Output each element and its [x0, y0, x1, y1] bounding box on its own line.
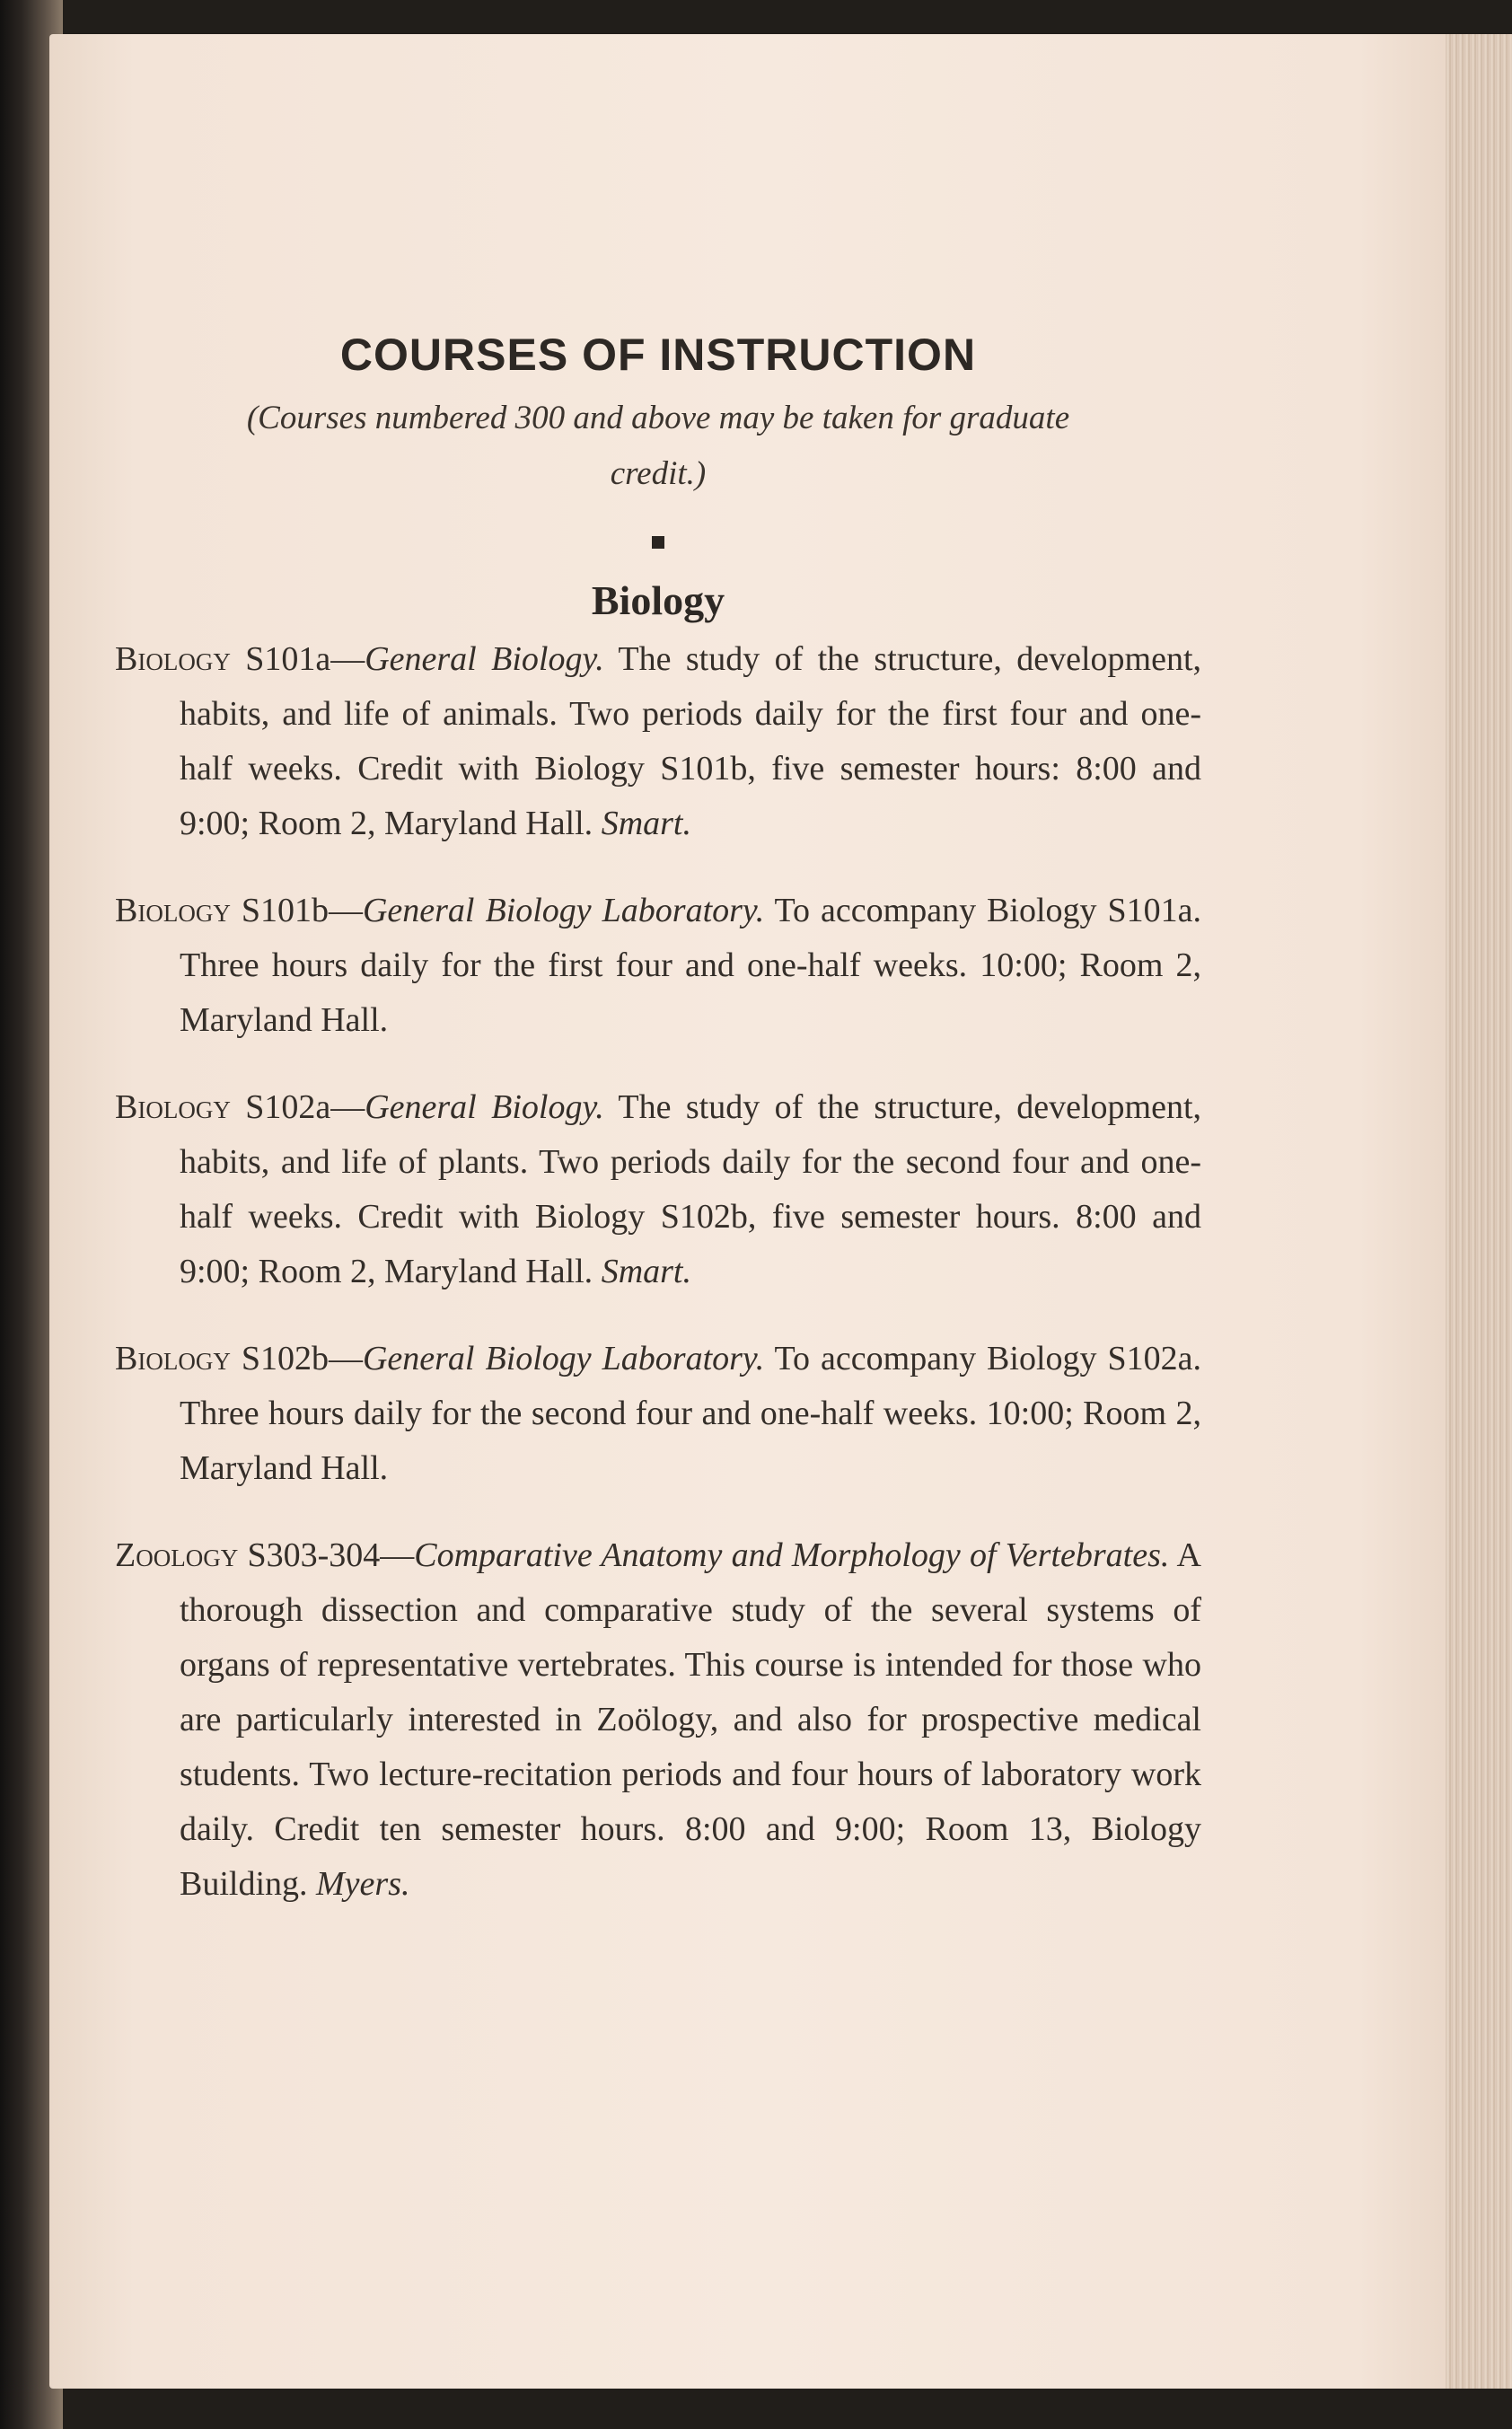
course-description: To accompany Biology S101a. Three hours daily for the first four and one-half weeks. 10:00; Room 2, Maryland Hall.	[180, 892, 1202, 1040]
course-title: General Biology Laboratory.	[362, 1340, 765, 1378]
course-title: Comparative Anatomy and Morphology of Vertebrates.	[414, 1536, 1170, 1575]
graduate-credit-note: (Courses numbered 300 and above may be taken for graduate credit.)	[246, 400, 1070, 492]
course-number: S102b—	[241, 1340, 363, 1378]
course-entry	[115, 884, 1201, 1048]
course-title: General Biology Laboratory.	[362, 892, 765, 930]
course-instructor: Smart.	[601, 805, 691, 843]
course-description: To accompany Biology S102a. Three hours daily for the second four and one-half weeks. 10:00; Room 2, Maryland Hall.	[180, 1340, 1202, 1488]
course-title: General Biology.	[365, 640, 604, 679]
course-number: S102a—	[245, 1088, 365, 1127]
course-entry	[115, 632, 1201, 851]
course-entry	[115, 1080, 1201, 1299]
course-description: The study of the structure, development, habits, and life of plants. Two periods daily for the second four and one-half weeks. Credit with Biology S102b, five semester hours. 8:00 and 9:00; Room 2, Maryland Hall.	[180, 1088, 1202, 1291]
course-department: Biology	[115, 1088, 231, 1127]
course-description: The study of the structure, development, habits, and life of animals. Two periods daily for the first four and one-half weeks. Credit with Biology S101b, five semester hours: 8:00 and 9:00; Room 2, Maryland Hall.	[180, 640, 1202, 843]
page-heading: COURSES OF INSTRUCTION	[339, 330, 977, 380]
course-instructor: Myers.	[316, 1865, 410, 1904]
course-number: S101a—	[245, 640, 365, 679]
course-entry	[115, 1528, 1201, 1912]
course-number: S303-304—	[247, 1536, 415, 1575]
course-department: Biology	[115, 892, 231, 930]
section-ornament	[652, 536, 664, 549]
page-content	[115, 328, 1201, 1912]
course-department: Zoology	[115, 1536, 239, 1575]
course-instructor: Smart.	[601, 1253, 691, 1291]
page-fore-edge	[1446, 34, 1512, 2389]
course-number: S101b—	[241, 892, 363, 930]
course-department: Biology	[115, 640, 231, 679]
course-title: General Biology.	[365, 1088, 604, 1127]
section-title: Biology	[591, 577, 725, 623]
course-department: Biology	[115, 1340, 231, 1378]
course-entry	[115, 1332, 1201, 1496]
course-description: A thorough dissection and comparative study of the several systems of organs of representative vertebrates. This course is intended for those who are particularly interested in Zoölogy, and also for prospective medical students. Two lecture-recitation periods and four hours of laboratory work daily. Credit ten semester hours. 8:00 and 9:00; Room 13, Biology Building.	[180, 1536, 1201, 1904]
